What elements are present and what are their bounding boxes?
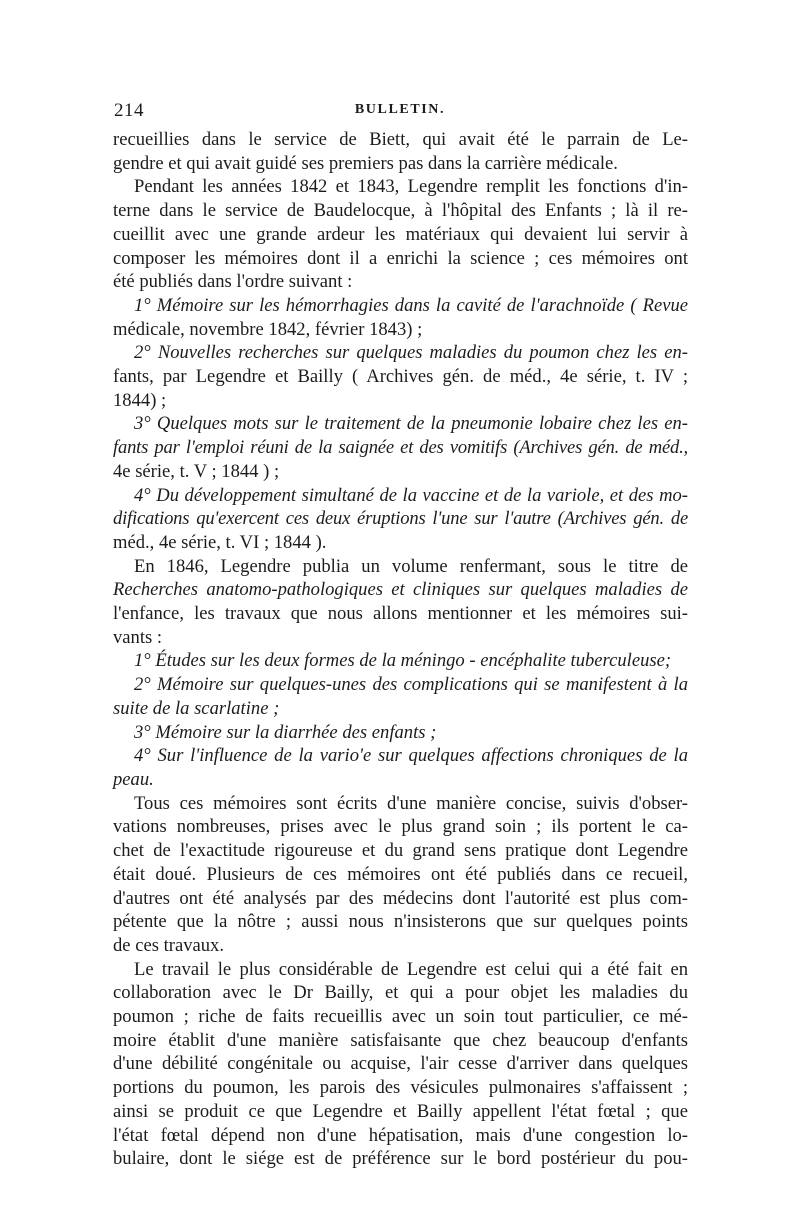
memoir-list-item-2 xyxy=(113,341,688,412)
text-line: vants : xyxy=(113,626,163,648)
text-line: terne dans le service de Baudelocque, à l'hôpital des Enfants ; là il re- xyxy=(113,200,688,222)
text-line: fants, par Legendre et Bailly ( Archives gén. de méd., 4e série, t. IV ; xyxy=(113,366,688,388)
text-line: l'enfance, les travaux que nous allons mentionner et les mémoires sui- xyxy=(113,603,688,625)
text-line: cueillit avec une grande ardeur les matériaux qui devaient lui servir à xyxy=(113,223,688,245)
text-line: de ces travaux. xyxy=(113,934,224,956)
text-line: était doué. Plusieurs de ces mémoires ont été publiés dans ce recueil, xyxy=(113,863,688,885)
study-list-item-1 xyxy=(113,649,688,673)
text-line: composer les mémoires dont il a enrichi la science ; ces mémoires ont xyxy=(113,247,688,269)
text-line: médicale, novembre 1842, février 1843) ; xyxy=(113,318,423,340)
text-line: d'une débilité congénitale ou acquise, l'air cesse d'arriver dans quelques xyxy=(113,1053,688,1075)
text-line: chet de l'exactitude rigoureuse et du grand sens pratique dont Legendre xyxy=(113,840,688,862)
paragraph-internship xyxy=(113,175,688,294)
memoir-list-item-4 xyxy=(113,484,688,555)
text-line: 1° Mémoire sur les hémorrhagies dans la cavité de l'arachnoïde ( Revue xyxy=(134,294,688,316)
text-line: 4° Du développement simultané de la vaccine et de la variole, et des mo- xyxy=(134,484,688,506)
text-line: 2° Mémoire sur quelques-unes des complications qui se manifestent à la xyxy=(134,674,688,696)
body-text xyxy=(113,128,688,1171)
text-line: 1844) ; xyxy=(113,389,167,411)
text-line: vations nombreuses, prises avec le plus grand soin ; ils portent le ca- xyxy=(113,816,688,838)
running-title: BULLETIN. xyxy=(354,102,446,117)
text-line: portions du poumon, les parois des vésicules pulmonaires s'affaissent ; xyxy=(113,1077,688,1099)
text-line: collaboration avec le Dr Bailly, et qui a pour objet les maladies du xyxy=(113,982,688,1004)
text-line: poumon ; riche de faits recueillis avec un soin tout particulier, ce mé- xyxy=(113,1006,688,1028)
text-line: suite de la scarlatine ; xyxy=(113,697,280,719)
paragraph-biographical xyxy=(113,128,688,175)
text-line: En 1846, Legendre publia un volume renfermant, sous le titre de xyxy=(134,555,688,577)
study-list-item-4 xyxy=(113,744,688,791)
text-line: ainsi se produit ce que Legendre et Bailly appellent l'état fœtal ; que xyxy=(113,1100,688,1122)
text-line: Pendant les années 1842 et 1843, Legendre remplit les fonctions d'in- xyxy=(134,176,688,198)
text-line: bulaire, dont le siége est de préférence sur le bord postérieur du pou- xyxy=(113,1148,688,1170)
text-line: difications qu'exercent ces deux éruptions l'une sur l'autre (Archives gén. de xyxy=(113,508,688,530)
text-line: 4e série, t. V ; 1844 ) ; xyxy=(113,460,280,482)
text-line: gendre et qui avait guidé ses premiers pas dans la carrière médicale. xyxy=(113,152,618,174)
memoir-list-item-1 xyxy=(113,294,688,341)
text-line: l'état fœtal dépend non d'une hépatisation, mais d'une congestion lo- xyxy=(113,1124,688,1146)
page-header xyxy=(114,100,686,126)
text-line: recueillies dans le service de Biett, qui avait été le parrain de Le- xyxy=(113,129,688,150)
text-line: 1° Études sur les deux formes de la méningo - encéphalite tuberculeuse; xyxy=(134,650,672,672)
text-line: 2° Nouvelles recherches sur quelques maladies du poumon chez les en- xyxy=(134,342,688,364)
study-list-item-3 xyxy=(113,721,688,745)
text-line: d'autres ont été analysés par des médecins dont l'autorité est plus com- xyxy=(113,887,688,909)
text-line: 3° Mémoire sur la diarrhée des enfants ; xyxy=(134,721,437,743)
text-line: moire établit d'une manière satisfaisante que chez beaucoup d'enfants xyxy=(113,1029,688,1051)
paragraph-recherches-1846 xyxy=(113,555,688,650)
text-line: 4° Sur l'influence de la vario'e sur quelques affections chroniques de la xyxy=(134,745,688,767)
text-line: été publiés dans l'ordre suivant : xyxy=(113,271,353,293)
text-line: peau. xyxy=(113,768,154,790)
text-line: Recherches anatomo-pathologiques et cliniques sur quelques maladies de xyxy=(113,579,688,601)
memoir-list-item-3 xyxy=(113,412,688,483)
text-line: Tous ces mémoires sont écrits d'une manière concise, suivis d'obser- xyxy=(134,792,688,814)
study-list-item-2 xyxy=(113,673,688,720)
text-line: fants par l'emploi réuni de la saignée et des vomitifs (Archives gén. de méd., xyxy=(113,437,688,459)
page-number: 214 xyxy=(114,100,144,121)
paragraph-memoirs-quality xyxy=(113,792,688,958)
text-line: 3° Quelques mots sur le traitement de la pneumonie lobaire chez les en- xyxy=(134,413,688,435)
text-line: méd., 4e série, t. VI ; 1844 ). xyxy=(113,531,327,553)
text-line: Le travail le plus considérable de Legendre est celui qui a été fait en xyxy=(134,958,688,980)
paragraph-major-work xyxy=(113,958,688,1171)
text-line: pétente que la nôtre ; aussi nous n'insisterons que sur quelques points xyxy=(113,911,688,933)
